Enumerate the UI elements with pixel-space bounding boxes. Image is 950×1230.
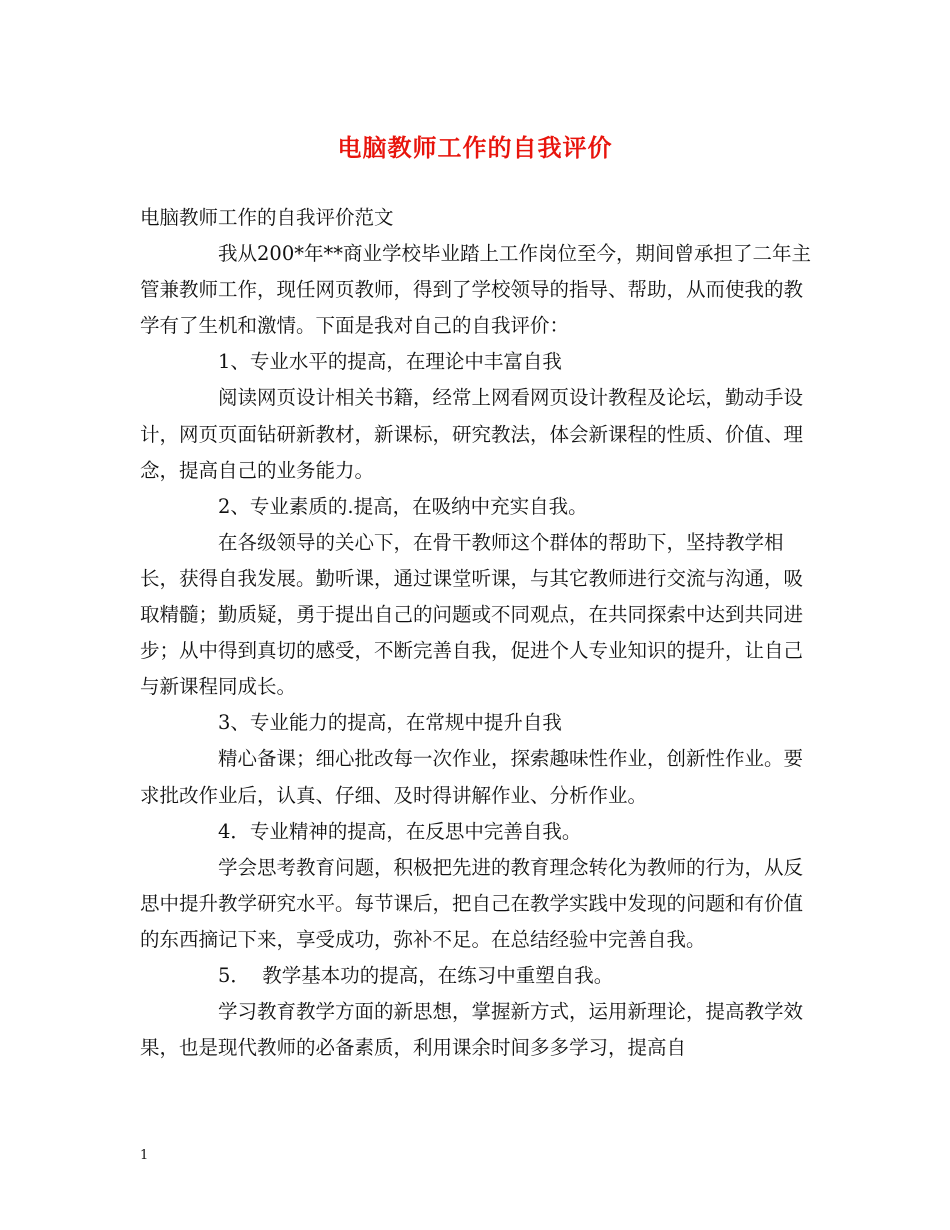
document-title: 电脑教师工作的自我评价 <box>337 133 613 162</box>
section-heading-3: 3、专业能力的提高，在常规中提升自我 <box>218 711 562 735</box>
section-heading-5: 5． 教学基本功的提高，在练习中重塑自我。 <box>218 963 614 987</box>
paragraph-section-1: 阅读网页设计相关书籍，经常上网看网页设计教程及论坛，勤动手设计，网页页面钻研新教材，新课标，研究教法，体会新课程的性质、价值、理念，提高自己的业务能力。 <box>140 386 804 482</box>
paragraph-section-4: 学会思考教育问题，积极把先进的教育理念转化为教师的行为，从反思中提升教学研究水平。每节课后，把自己在教学实践中发现的问题和有价值的东西摘记下来，享受成功，弥补不足。在总结经验中完善自我。 <box>140 855 804 951</box>
paragraph-section-2: 在各级领导的关心下，在骨干教师这个群体的帮助下，坚持教学相长，获得自我发展。勤听课，通过课堂听课，与其它教师进行交流与沟通，吸取精髓；勤质疑，勇于提出自己的问题或不同观点，在共同探索中达到共同进步；从中得到真切的感受，不断完善自我，促进个人专业知识的提升，让自己与新课程同成长。 <box>140 530 804 699</box>
paragraph-section-5: 学习教育教学方面的新思想，掌握新方式，运用新理论，提高教学效果，也是现代教师的必备素质，利用课余时间多多学习，提高自 <box>140 1000 804 1060</box>
paragraph-section-3: 精心备课；细心批改每一次作业，探索趣味性作业，创新性作业。要求批改作业后，认真、仔细、及时得讲解作业、分析作业。 <box>140 747 804 807</box>
document-body <box>140 200 814 1066</box>
paragraph-intro: 我从200*年**商业学校毕业踏上工作岗位至今，期间曾承担了二年主管兼教师工作，现任网页教师，得到了学校领导的指导、帮助，从而使我的教学有了生机和激情。下面是我对自己的自我评价： <box>140 242 811 338</box>
document-subtitle: 电脑教师工作的自我评价范文 <box>140 206 394 229</box>
section-heading-2: 2、专业素质的.提高，在吸纳中充实自我。 <box>218 494 588 518</box>
section-heading-4: 4．专业精神的提高，在反思中完善自我。 <box>218 819 582 843</box>
page-number: 1 <box>140 1148 149 1163</box>
section-heading-1: 1、专业水平的提高，在理论中丰富自我 <box>218 350 562 374</box>
